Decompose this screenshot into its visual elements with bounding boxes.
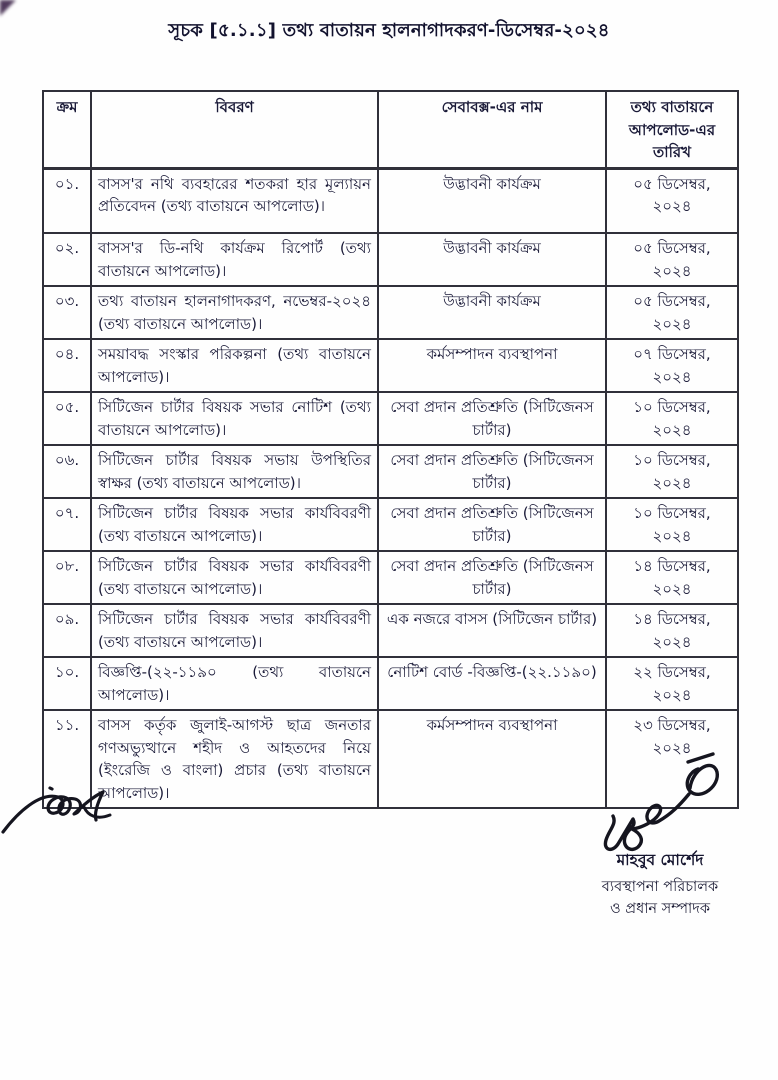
header-description: বিবরণ (91, 91, 378, 168)
cell-serial: ০৬. (43, 445, 91, 498)
cell-description: বাসস'র ডি-নথি কার্যক্রম রিপোর্ট (তথ্য বাতায়নে আপলোড)। (91, 233, 378, 286)
table-row (43, 339, 738, 392)
table-header-row (43, 91, 738, 168)
table-row (43, 551, 738, 604)
table-row (43, 498, 738, 551)
cell-upload-date: ০৫ ডিসেম্বর, ২০২৪ (606, 233, 738, 286)
cell-serial: ০৯. (43, 604, 91, 657)
cell-description: সময়াবদ্ধ সংস্কার পরিকল্পনা (তথ্য বাতায়নে আপলোড)। (91, 339, 378, 392)
cell-service-box: সেবা প্রদান প্রতিশ্রুতি (সিটিজেনস চার্টার) (378, 551, 606, 604)
header-upload-date: তথ্য বাতায়নে আপলোড-এর তারিখ (606, 91, 738, 168)
table-row (43, 657, 738, 710)
table-row (43, 168, 738, 233)
cell-upload-date: ১০ ডিসেম্বর, ২০২৪ (606, 445, 738, 498)
cell-description: সিটিজেন চার্টার বিষয়ক সভায় উপস্থিতির স্বাক্ষর (তথ্য বাতায়নে আপলোড)। (91, 445, 378, 498)
cell-serial: ০২. (43, 233, 91, 286)
cell-serial: ০৭. (43, 498, 91, 551)
cell-serial: ০৪. (43, 339, 91, 392)
cell-serial: ০৩. (43, 286, 91, 339)
cell-service-box: উদ্ভাবনী কার্যক্রম (378, 168, 606, 233)
cell-serial: ০১. (43, 168, 91, 233)
signatory-block (560, 848, 760, 921)
table-row (43, 604, 738, 657)
header-service-box: সেবাবক্স-এর নাম (378, 91, 606, 168)
cell-description: তথ্য বাতায়ন হালনাগাদকরণ, নভেম্বর-২০২৪ (তথ্য বাতায়নে আপলোড)। (91, 286, 378, 339)
cell-upload-date: ০৫ ডিসেম্বর, ২০২৪ (606, 286, 738, 339)
cell-upload-date: ০৫ ডিসেম্বর, ২০২৪ (606, 168, 738, 233)
cell-serial: ১১. (43, 710, 91, 808)
signature-left-image (0, 772, 120, 844)
cell-service-box: উদ্ভাবনী কার্যক্রম (378, 286, 606, 339)
cell-upload-date: ১০ ডিসেম্বর, ২০২৪ (606, 498, 738, 551)
cell-serial: ১০. (43, 657, 91, 710)
cell-description: সিটিজেন চার্টার বিষয়ক সভার কার্যবিবরণী (তথ্য বাতায়নে আপলোড)। (91, 604, 378, 657)
cell-service-box: নোটিশ বোর্ড -বিজ্ঞপ্তি-(২২.১১৯০) (378, 657, 606, 710)
cell-service-box: সেবা প্রদান প্রতিশ্রুতি (সিটিজেনস চার্টার) (378, 392, 606, 445)
cell-description: বাসস কর্তৃক জুলাই-আগস্ট ছাত্র জনতার গণঅভ্যুত্থানে শহীদ ও আহতদের নিয়ে (ইংরেজি ও বাংলা) প্রচার (তথ্য বাতায়নে আপলোড)। (91, 710, 378, 808)
signatory-name: মাহবুব মোর্শেদ (616, 851, 704, 869)
cell-upload-date: ১০ ডিসেম্বর, ২০২৪ (606, 392, 738, 445)
header-serial: ক্রম (43, 91, 91, 168)
cell-serial: ০৫. (43, 392, 91, 445)
cell-service-box: উদ্ভাবনী কার্যক্রম (378, 233, 606, 286)
cell-serial: ০৮. (43, 551, 91, 604)
cell-upload-date: ১৪ ডিসেম্বর, ২০২৪ (606, 604, 738, 657)
cell-upload-date: ২৩ ডিসেম্বর, ২০২৪ (606, 710, 738, 808)
cell-service-box: সেবা প্রদান প্রতিশ্রুতি (সিটিজেনস চার্টার) (378, 445, 606, 498)
page-title: সূচক [৫.১.১] তথ্য বাতায়ন হালনাগাদকরণ-ডিসেম্বর-২০২৪ (168, 20, 610, 41)
signatory-role-2: ও প্রধান সম্পাদক (609, 900, 711, 917)
cell-upload-date: ০৭ ডিসেম্বর, ২০২৪ (606, 339, 738, 392)
signatory-role-1: ব্যবস্থাপনা পরিচালক (601, 879, 719, 895)
table-row (43, 233, 738, 286)
cell-description: বিজ্ঞপ্তি-(২২-১১৯০ (তথ্য বাতায়নে আপলোড)। (91, 657, 378, 710)
cell-upload-date: ১৪ ডিসেম্বর, ২০২৪ (606, 551, 738, 604)
cell-description: সিটিজেন চার্টার বিষয়ক সভার কার্যবিবরণী (তথ্য বাতায়নে আপলোড)। (91, 551, 378, 604)
scan-corner-artifact (0, 0, 16, 16)
cell-upload-date: ২২ ডিসেম্বর, ২০২৪ (606, 657, 738, 710)
cell-description: সিটিজেন চার্টার বিষয়ক সভার নোটিশ (তথ্য বাতায়নে আপলোড)। (91, 392, 378, 445)
table-row (43, 445, 738, 498)
signature-right-image (585, 748, 720, 853)
cell-service-box: কর্মসম্পাদন ব্যবস্থাপনা (378, 710, 606, 808)
cell-service-box: সেবা প্রদান প্রতিশ্রুতি (সিটিজেনস চার্টার) (378, 498, 606, 551)
cell-description: বাসস'র নথি ব্যবহারের শতকরা হার মূল্যায়ন প্রতিবেদন (তথ্য বাতায়নে আপলোড)। (91, 168, 378, 233)
cell-description: সিটিজেন চার্টার বিষয়ক সভার কার্যবিবরণী (তথ্য বাতায়নে আপলোড)। (91, 498, 378, 551)
table-row (43, 286, 738, 339)
upload-report-table (42, 90, 739, 809)
cell-service-box: এক নজরে বাসস (সিটিজেন চার্টার) (378, 604, 606, 657)
cell-service-box: কর্মসম্পাদন ব্যবস্থাপনা (378, 339, 606, 392)
table-row (43, 392, 738, 445)
